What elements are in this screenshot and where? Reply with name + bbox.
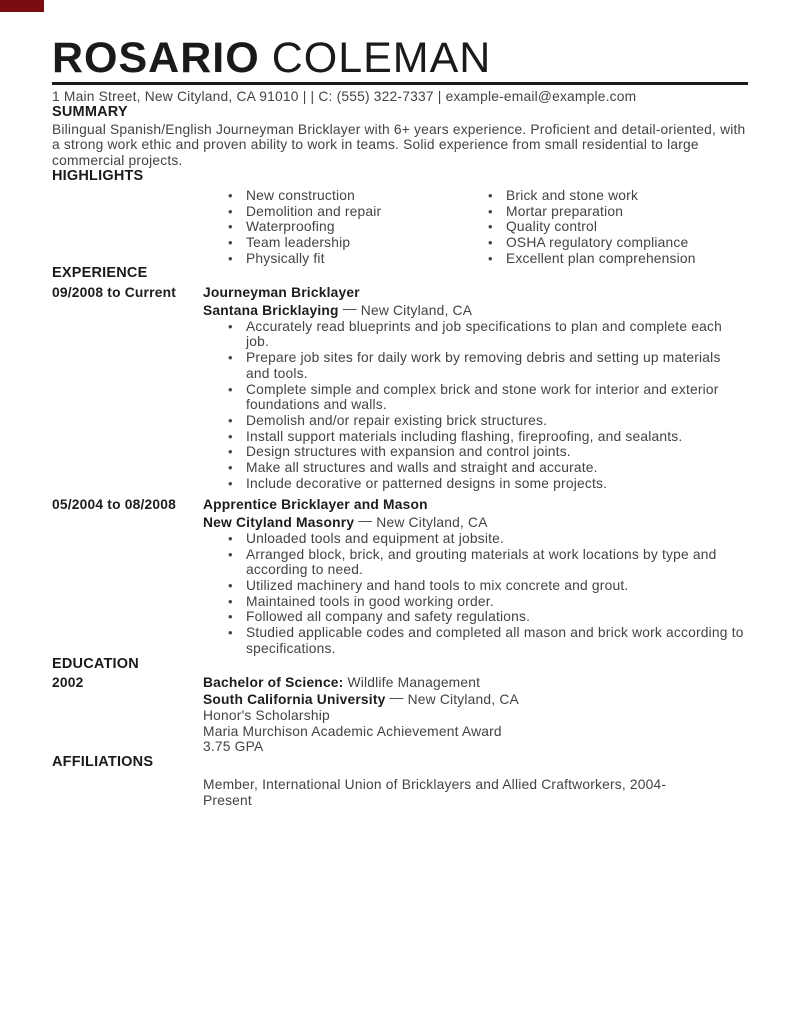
job-company: Santana Bricklaying [203, 303, 339, 319]
job-details [203, 497, 748, 656]
job-details [203, 285, 748, 491]
job-bullet-list [203, 531, 748, 657]
job-bullet: • Utilized machinery and hand tools to mix concrete and grout. [203, 578, 748, 594]
affiliations-heading: AFFILIATIONS [52, 754, 154, 771]
highlights-heading: HIGHLIGHTS [52, 167, 144, 184]
degree-line [203, 675, 748, 691]
job-bullet: • Install support materials including flashing, fireproofing, and sealants. [203, 429, 748, 445]
degree-field: Wildlife Management [347, 674, 481, 690]
highlights-column-right [488, 188, 748, 267]
highlight-item: • Team leadership [228, 235, 488, 251]
job-bullet: • Design structures with expansion and control joints. [203, 444, 748, 460]
job-company-line [203, 513, 748, 531]
education-detail: 3.75 GPA [203, 739, 264, 755]
education-year: 2002 [52, 674, 84, 690]
highlight-item: • Brick and stone work [488, 188, 748, 204]
experience-heading: EXPERIENCE [52, 265, 148, 282]
job-location: New Cityland, CA [360, 303, 473, 319]
job-bullet: • Unloaded tools and equipment at jobsite. [203, 531, 748, 547]
affiliation-text: Member, International Union of Bricklayers and Allied Craftworkers, 2004-Present [203, 777, 667, 808]
education-details [203, 675, 748, 756]
last-name: COLEMAN [271, 34, 492, 82]
job-title: Apprentice Bricklayer and Mason [203, 497, 428, 513]
degree: Bachelor of Science: [203, 674, 344, 690]
highlight-item: • OSHA regulatory compliance [488, 235, 748, 251]
highlight-item: • New construction [228, 188, 488, 204]
highlight-item: • Mortar preparation [488, 204, 748, 220]
job-bullet: • Accurately read blueprints and job specifications to plan and complete each job. [203, 319, 748, 350]
highlight-item: • Physically fit [228, 251, 488, 267]
job-dates: 05/2004 to 08/2008 [52, 497, 177, 513]
job-bullet-list [203, 319, 748, 492]
header-rule [52, 82, 748, 85]
school-line [203, 690, 748, 708]
job-location: New Cityland, CA [376, 515, 488, 531]
highlight-item: • Quality control [488, 219, 748, 235]
education-detail: Honor's Scholarship [203, 707, 330, 723]
highlight-item: • Waterproofing [228, 219, 488, 235]
job-title: Journeyman Bricklayer [203, 285, 360, 301]
education-heading: EDUCATION [52, 655, 139, 672]
em-dash: — [389, 690, 404, 706]
job-bullet: • Maintained tools in good working order. [203, 594, 748, 610]
highlight-item: • Excellent plan comprehension [488, 251, 748, 267]
page-corner-mark [0, 0, 44, 12]
job-bullet: • Followed all company and safety regulations. [203, 609, 748, 625]
em-dash: — [358, 513, 373, 529]
job-dates: 09/2008 to Current [52, 285, 176, 301]
contact-line: 1 Main Street, New Cityland, CA 91010 | | C: (555) 322-7337 | example-email@example.com [52, 89, 637, 104]
summary-text: Bilingual Spanish/English Journeyman Bricklayer with 6+ years experience. Proficient and detail-oriented, with a strong work ethic and proven ability to work in teams. Solid experience from small residential to large commercial projects. [52, 121, 746, 169]
job-entry [52, 497, 748, 656]
job-bullet: • Arranged block, brick, and grouting materials at work locations by type and according to need. [203, 547, 748, 578]
job-company-line [203, 301, 748, 319]
highlights-list-left [228, 188, 488, 267]
job-bullet: • Studied applicable codes and completed all mason and brick work according to specifications. [203, 625, 748, 656]
job-entry [52, 285, 748, 491]
education-entry [52, 675, 748, 756]
job-bullet: • Make all structures and walls and straight and accurate. [203, 460, 748, 476]
highlight-item: • Demolition and repair [228, 204, 488, 220]
school-location: New Cityland, CA [407, 692, 519, 708]
summary-heading: SUMMARY [52, 103, 128, 120]
em-dash: — [342, 301, 357, 317]
education-detail: Maria Murchison Academic Achievement Award [203, 723, 502, 739]
job-company: New Cityland Masonry [203, 515, 355, 531]
job-bullet: • Demolish and/or repair existing brick structures. [203, 413, 748, 429]
job-bullet: • Include decorative or patterned designs in some projects. [203, 476, 748, 492]
highlights-column-left [228, 188, 488, 267]
highlights-columns [228, 188, 748, 267]
candidate-name [52, 36, 748, 80]
job-bullet: • Complete simple and complex brick and stone work for interior and exterior foundations and walls. [203, 382, 748, 413]
job-bullet: • Prepare job sites for daily work by removing debris and setting up materials and tools. [203, 350, 748, 381]
highlights-list-right [488, 188, 748, 267]
school-name: South California University [203, 692, 386, 708]
first-name: ROSARIO [52, 34, 260, 82]
